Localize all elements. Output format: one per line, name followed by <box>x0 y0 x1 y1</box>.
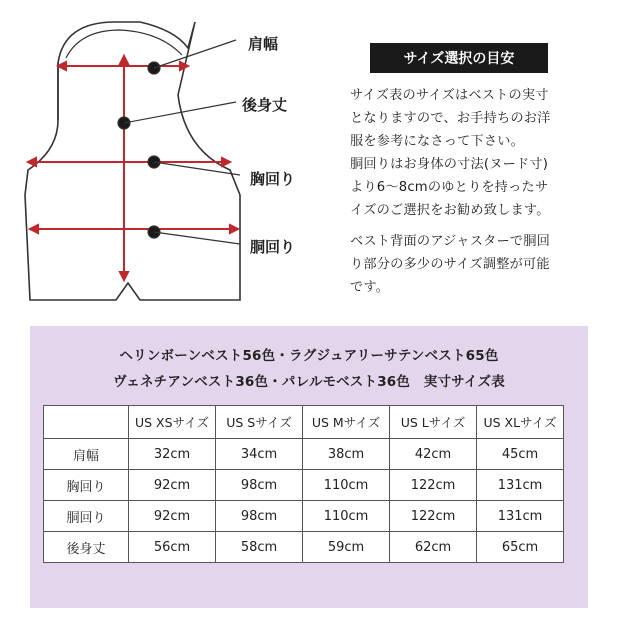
label-waist: 胴回り <box>250 238 296 256</box>
table-cell: 122cm <box>390 470 477 501</box>
table-cell: 34cm <box>216 439 303 470</box>
table-header-row <box>44 406 564 439</box>
table-cell: 38cm <box>303 439 390 470</box>
table-cell: 92cm <box>129 501 216 532</box>
table-cell: 98cm <box>216 501 303 532</box>
header-cell: US Lサイズ <box>390 406 477 439</box>
table-cell: 32cm <box>129 439 216 470</box>
table-cell: 65cm <box>477 532 564 563</box>
header-cell: US XLサイズ <box>477 406 564 439</box>
table-cell: 92cm <box>129 470 216 501</box>
table-row <box>44 501 564 532</box>
row-label: 後身丈 <box>44 532 129 563</box>
table-cell: 58cm <box>216 532 303 563</box>
row-label: 胴回り <box>44 501 129 532</box>
table-cell: 122cm <box>390 501 477 532</box>
table-cell: 98cm <box>216 470 303 501</box>
table-cell: 131cm <box>477 470 564 501</box>
table-heading-line1: ヘリンボーンベスト56色・ラグジュアリーサテンベスト65色 <box>119 348 499 364</box>
table-cell: 110cm <box>303 470 390 501</box>
header-cell: US XSサイズ <box>129 406 216 439</box>
guide-line: り部分の多少のサイズ調整が可能 <box>350 257 550 272</box>
label-shoulder: 肩幅 <box>248 35 279 53</box>
header-cell: US Mサイズ <box>303 406 390 439</box>
row-label: 胸回り <box>44 470 129 501</box>
header-cell: US Sサイズ <box>216 406 303 439</box>
table-cell: 45cm <box>477 439 564 470</box>
guide-line: 胴回りはお身体の寸法(ヌード寸) <box>350 157 549 172</box>
guide-title: サイズ選択の目安 <box>370 43 548 73</box>
size-table <box>43 405 564 563</box>
guide-line: より6～8cmのゆとりを持ったサ <box>350 180 549 195</box>
row-label: 肩幅 <box>44 439 129 470</box>
guide-line: です。 <box>350 280 390 295</box>
table-row <box>44 470 564 501</box>
table-cell: 59cm <box>303 532 390 563</box>
measure-lines <box>28 56 238 280</box>
table-cell: 62cm <box>390 532 477 563</box>
table-row <box>44 439 564 470</box>
table-cell: 110cm <box>303 501 390 532</box>
table-cell: 56cm <box>129 532 216 563</box>
guide-note <box>350 230 615 299</box>
guide-line: イズのご選択をお勧め致します。 <box>350 203 550 218</box>
guide-line: サイズ表のサイズはベストの実寸 <box>350 88 549 103</box>
table-cell: 131cm <box>477 501 564 532</box>
guide-line: 服を参考になさって下さい。 <box>350 134 525 149</box>
table-heading-line2: ヴェネチアンベスト36色・パレルモベスト36色 実寸サイズ表 <box>113 374 505 390</box>
header-cell <box>44 406 129 439</box>
guide-line: となりますので、お手持ちのお洋 <box>350 111 551 126</box>
label-back-length: 後身丈 <box>242 96 288 114</box>
guide-text <box>350 84 615 222</box>
table-row <box>44 532 564 563</box>
guide-line: ベスト背面のアジャスターで胴回 <box>350 234 551 249</box>
table-cell: 42cm <box>390 439 477 470</box>
vest-diagram <box>0 0 345 315</box>
label-chest: 胸回り <box>250 170 296 188</box>
